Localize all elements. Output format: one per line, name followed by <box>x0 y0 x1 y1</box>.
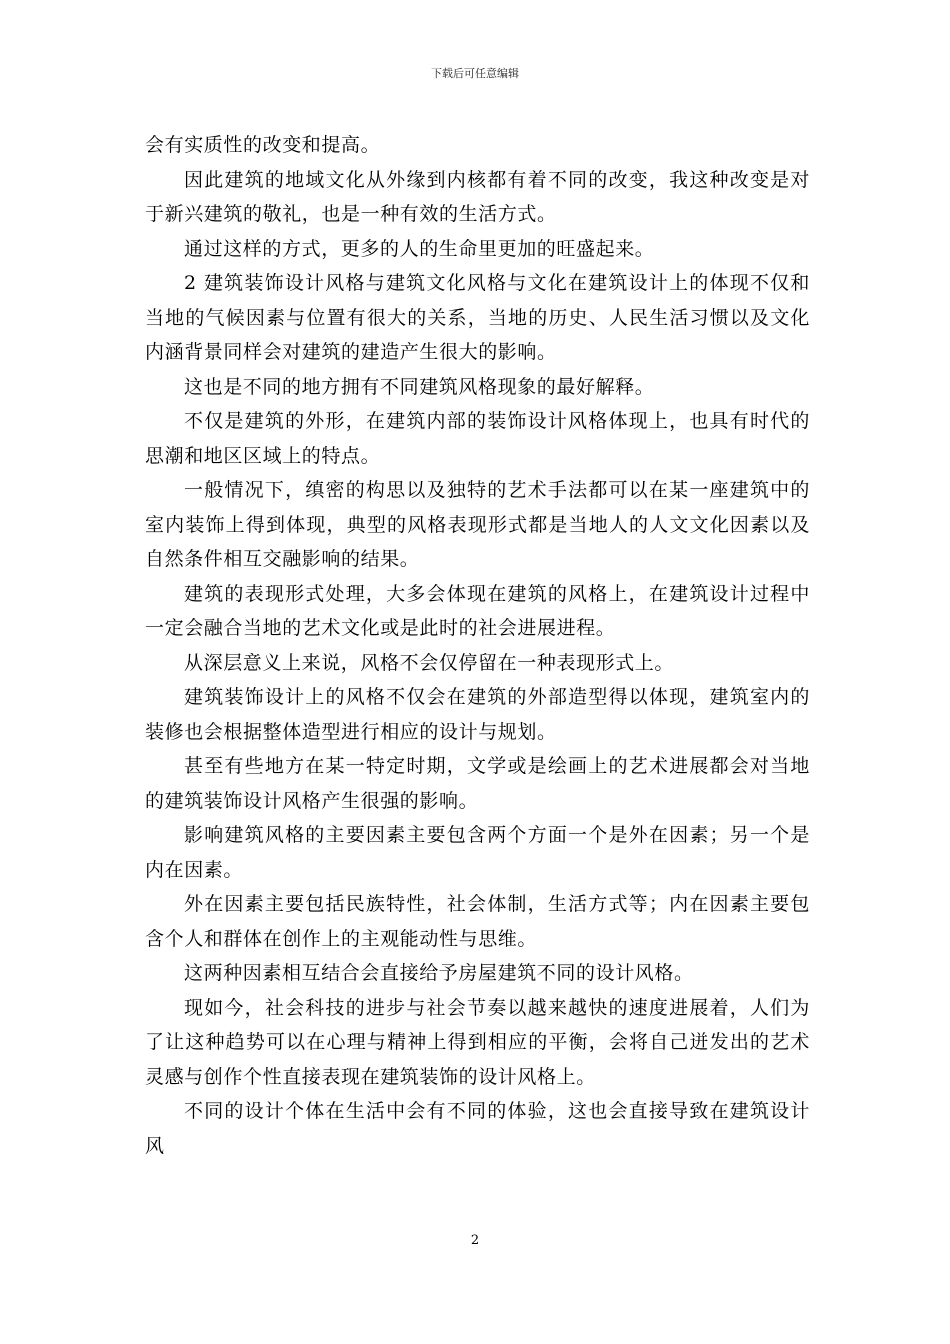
page-number: 2 <box>470 1233 480 1248</box>
paragraph: 外在因素主要包括民族特性，社会体制，生活方式等；内在因素主要包含个人和群体在创作上的主观能动性与思维。 <box>145 893 810 950</box>
paragraph: 甚至有些地方在某一特定时期，文学或是绘画上的艺术进展都会对当地的建筑装饰设计风格产生很强的影响。 <box>145 755 810 812</box>
paragraph: 建筑装饰设计上的风格不仅会在建筑的外部造型得以体现，建筑室内的装修也会根据整体造型进行相应的设计与规划。 <box>145 686 810 743</box>
paragraph: 2 建筑装饰设计风格与建筑文化风格与文化在建筑设计上的体现不仅和当地的气候因素与位置有很大的关系，当地的历史、人民生活习惯以及文化内涵背景同样会对建筑的建造产生很大的影响。 <box>145 272 810 363</box>
paragraph: 从深层意义上来说，风格不会仅停留在一种表现形式上。 <box>184 651 675 674</box>
paragraph-continuation: 会有实质性的改变和提高。 <box>145 134 381 156</box>
document-body <box>145 128 810 1163</box>
paragraph: 不同的设计个体在生活中会有不同的体验，这也会直接导致在建筑设计风 <box>145 1100 810 1157</box>
paragraph: 一般情况下，缜密的构思以及独特的艺术手法都可以在某一座建筑中的室内装饰上得到体现，典型的风格表现形式都是当地人的人文文化因素以及自然条件相互交融影响的结果。 <box>145 479 810 570</box>
paragraph: 现如今，社会科技的进步与社会节奏以越来越快的速度进展着，人们为了让这种趋势可以在心理与精神上得到相应的平衡，会将自己迸发出的艺术灵感与创作个性直接表现在建筑装饰的设计风格上。 <box>145 996 810 1088</box>
paragraph: 因此建筑的地域文化从外缘到内核都有着不同的改变，我这种改变是对于新兴建筑的敬礼，也是一种有效的生活方式。 <box>145 168 810 225</box>
page-header: 下载后可任意编辑 <box>431 67 519 80</box>
paragraph: 不仅是建筑的外形，在建筑内部的装饰设计风格体现上，也具有时代的思潮和地区区域上的特点。 <box>145 410 810 467</box>
paragraph: 这两种因素相互结合会直接给予房屋建筑不同的设计风格。 <box>184 962 694 984</box>
paragraph: 这也是不同的地方拥有不同建筑风格现象的最好解释。 <box>184 375 655 398</box>
paragraph: 影响建筑风格的主要因素主要包含两个方面一个是外在因素；另一个是内在因素。 <box>145 824 810 881</box>
paragraph: 通过这样的方式，更多的人的生命里更加的旺盛起来。 <box>184 237 655 260</box>
paragraph: 建筑的表现形式处理，大多会体现在建筑的风格上，在建筑设计过程中一定会融合当地的艺术文化或是此时的社会进展进程。 <box>145 582 810 639</box>
